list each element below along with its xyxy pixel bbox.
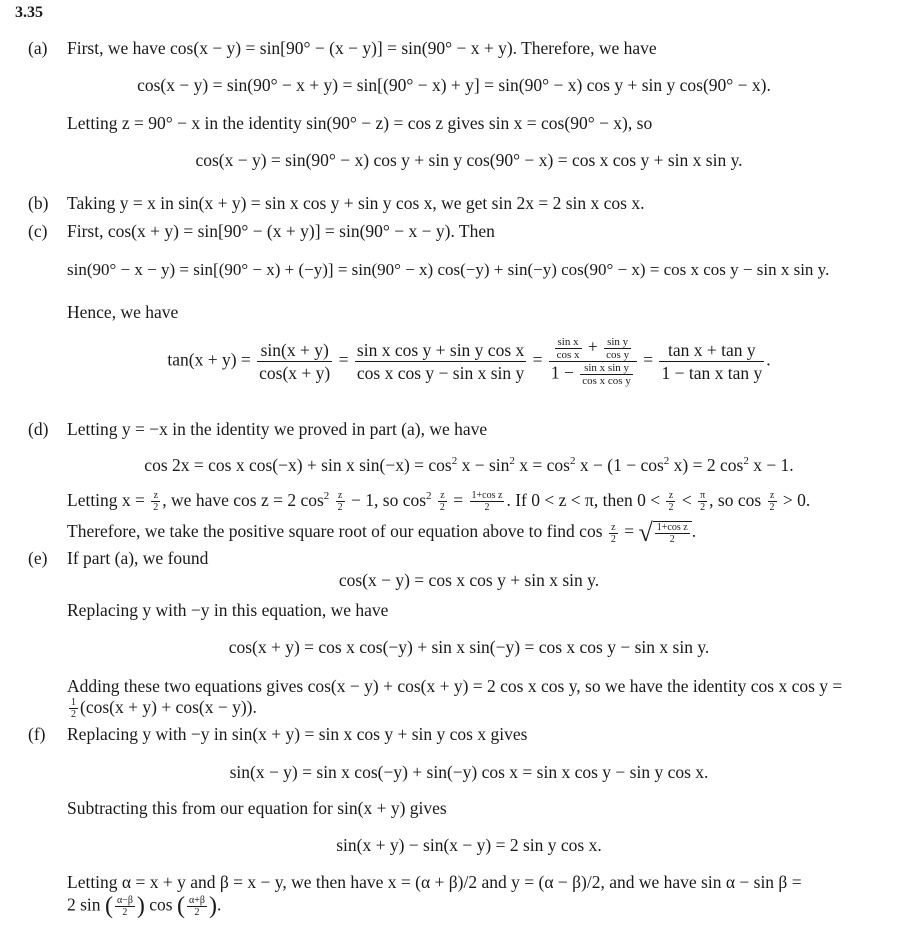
denominator: 2 (669, 534, 675, 546)
superscript: 2 (451, 455, 458, 468)
text-line: Subtracting this from our equation for sin(x + y) gives (67, 798, 447, 818)
equation: cos(x − y) = sin(90° − x) cos y + sin y cos(90° − x) = cos x cos y + sin x sin y. (195, 150, 743, 170)
problem-number: 3.35 (15, 4, 43, 21)
text: > 0. (782, 490, 811, 510)
text-line (67, 697, 257, 720)
superscript: 2 (663, 455, 670, 468)
superscript: 2 (323, 490, 330, 503)
denominator: 2 (194, 907, 200, 918)
paren: ) (208, 893, 217, 919)
denominator: 2 (71, 709, 76, 721)
denominator (549, 362, 637, 387)
equation: sin(x + y) − sin(x − y) = 2 sin y cos x. (336, 835, 602, 855)
compound-fraction (549, 336, 637, 387)
one-minus: 1 − (550, 362, 574, 383)
denominator: cos x cos y (582, 375, 631, 387)
text: Letting x = (67, 490, 145, 510)
part-label: (e) (28, 548, 48, 568)
text-line: Taking y = x in sin(x + y) = sin x cos y + sin y cos x, we get sin 2x = 2 sin x cos x. (67, 193, 645, 213)
superscript: 2 (743, 455, 749, 468)
equals: = (338, 349, 349, 370)
text-line: First, cos(x + y) = sin[90° − (x + y)] = sin(90° − x − y). Then (67, 221, 495, 241)
paren: ) (136, 893, 145, 919)
fraction (698, 490, 707, 513)
part-label: (a) (28, 38, 48, 58)
equation (0, 455, 908, 476)
fraction (257, 339, 332, 384)
numerator: sin x cos y + sin y cos x (356, 340, 525, 360)
text: 2 sin (67, 894, 101, 915)
fraction (115, 895, 135, 918)
plus: + (587, 336, 598, 357)
radical-sign-icon: √ (638, 518, 653, 547)
equation: sin(x − y) = sin x cos(−y) + sin(−y) cos x = sin x cos y − sin y cos x. (229, 762, 709, 782)
text-line: Letting z = 90° − x in the identity sin(90° − z) = cos z gives sin x = cos(90° − x), so (67, 113, 653, 133)
paren: ( (176, 893, 185, 919)
numerator: sin x (555, 336, 582, 349)
denominator: 2 (439, 502, 445, 514)
text: (cos(x + y) + cos(x − y)). (80, 697, 257, 717)
equation: cos(x − y) = cos x cos y + sin x sin y. (338, 570, 600, 590)
denominator: 2 (610, 533, 616, 545)
numerator: sin x sin y (580, 362, 633, 375)
numerator: 1+cos z (471, 490, 503, 502)
fraction (151, 490, 160, 513)
part-label: (b) (28, 193, 49, 213)
numerator: α+β (188, 895, 205, 906)
numerator: z (666, 490, 675, 502)
fraction (470, 490, 505, 513)
fraction (555, 336, 582, 361)
numerator: sin y (604, 336, 631, 349)
numerator: z (609, 522, 618, 534)
square-root (639, 518, 692, 548)
eq-part: cos 2x = cos x cos(−x) + sin x sin(−x) = cos (144, 455, 452, 475)
text-line: Replacing y with −y in this equation, we have (67, 600, 389, 620)
denominator: 1 − tan x tan y (661, 363, 763, 383)
part-label: (c) (28, 221, 48, 241)
denominator: cos x (556, 349, 580, 361)
part-label: (f) (28, 724, 46, 744)
text: Therefore, we take the positive square root of our equation above to find cos (67, 521, 603, 542)
paren: ( (104, 893, 113, 919)
text: − 1, so cos (351, 490, 427, 510)
period: . (216, 894, 222, 915)
period: . (691, 521, 697, 542)
text-line (67, 518, 696, 548)
fraction (609, 522, 618, 545)
text-line (67, 490, 810, 513)
text: < (681, 490, 692, 510)
eq-part: x) = 2 cos (673, 455, 744, 475)
eq-part: x − (1 − cos (579, 455, 664, 475)
fraction (355, 339, 526, 384)
numerator: z (768, 490, 777, 502)
text: = (453, 490, 464, 510)
text: . If 0 < z < π, then 0 < (506, 490, 661, 510)
denominator: cos(x + y) (259, 363, 331, 383)
superscript: 2 (509, 455, 515, 468)
fraction (69, 697, 78, 720)
numerator: tan x + tan y (659, 339, 764, 362)
fraction (580, 362, 633, 387)
numerator (549, 336, 637, 362)
superscript: 2 (570, 455, 576, 468)
numerator: sin(x + y) (257, 339, 332, 362)
superscript: 2 (426, 490, 432, 503)
text: = (624, 521, 635, 542)
numerator: α−β (116, 895, 133, 906)
numerator: z (438, 490, 447, 502)
eq-part: x = cos (519, 455, 570, 475)
equation: cos(x + y) = cos x cos(−y) + sin x sin(−y) = cos x cos y − sin x sin y. (228, 637, 710, 657)
fraction (438, 490, 447, 513)
equation: sin(90° − x − y) = sin[(90° − x) + (−y)] = sin(90° − x) cos(−y) + sin(−y) cos(90° − x) = cos x cos y − sin x sin y. (67, 260, 830, 279)
tan-sum-equation (0, 336, 908, 387)
numerator: π (700, 490, 706, 502)
denominator: 2 (769, 502, 775, 514)
denominator: 2 (484, 502, 490, 514)
denominator: 2 (700, 502, 706, 514)
period: . (766, 349, 771, 370)
numerator: z (336, 490, 345, 502)
fraction (604, 336, 631, 361)
equation-lhs: tan(x + y) = (167, 349, 251, 370)
denominator: 2 (337, 502, 343, 514)
numerator: 1 (71, 697, 76, 709)
denominator: 2 (122, 907, 128, 918)
denominator: cos x cos y − sin x sin y (356, 363, 525, 383)
text-line (67, 893, 221, 920)
eq-part: x − 1. (753, 455, 794, 475)
fraction (336, 490, 345, 513)
fraction (659, 339, 764, 384)
numerator: z (151, 490, 160, 502)
fraction (768, 490, 777, 513)
equals: = (643, 349, 654, 370)
part-label: (d) (28, 419, 49, 439)
denominator: 2 (668, 502, 674, 514)
text-line: First, we have cos(x − y) = sin[90° − (x − y)] = sin(90° − x + y). Therefore, we have (67, 38, 657, 58)
text-line: Adding these two equations gives cos(x − y) + cos(x + y) = 2 cos x cos y, so we have the identity cos x cos y = (67, 676, 843, 696)
fraction (666, 490, 675, 513)
numerator: 1+cos z (656, 522, 688, 534)
text-line: If part (a), we found (67, 548, 209, 568)
fraction (187, 895, 207, 918)
equals: = (532, 349, 543, 370)
eq-part: x − sin (461, 455, 510, 475)
equation: cos(x − y) = sin(90° − x + y) = sin[(90° − x) + y] = sin(90° − x) cos y + sin y cos(90° − x). (137, 75, 771, 95)
text-line: Replacing y with −y in sin(x + y) = sin x cos y + sin y cos x gives (67, 724, 528, 744)
text-line: Hence, we have (67, 302, 179, 322)
fraction (655, 522, 690, 545)
denominator: 2 (153, 502, 159, 514)
denominator: cos y (606, 349, 630, 361)
text-line: Letting y = −x in the identity we proved in part (a), we have (67, 419, 488, 439)
text-line: Letting α = x + y and β = x − y, we then have x = (α + β)/2 and y = (α − β)/2, and we have sin α − sin β = (67, 872, 802, 892)
text: , so cos (709, 490, 762, 510)
text: , we have cos z = 2 cos (162, 490, 324, 510)
text: cos (149, 894, 173, 915)
